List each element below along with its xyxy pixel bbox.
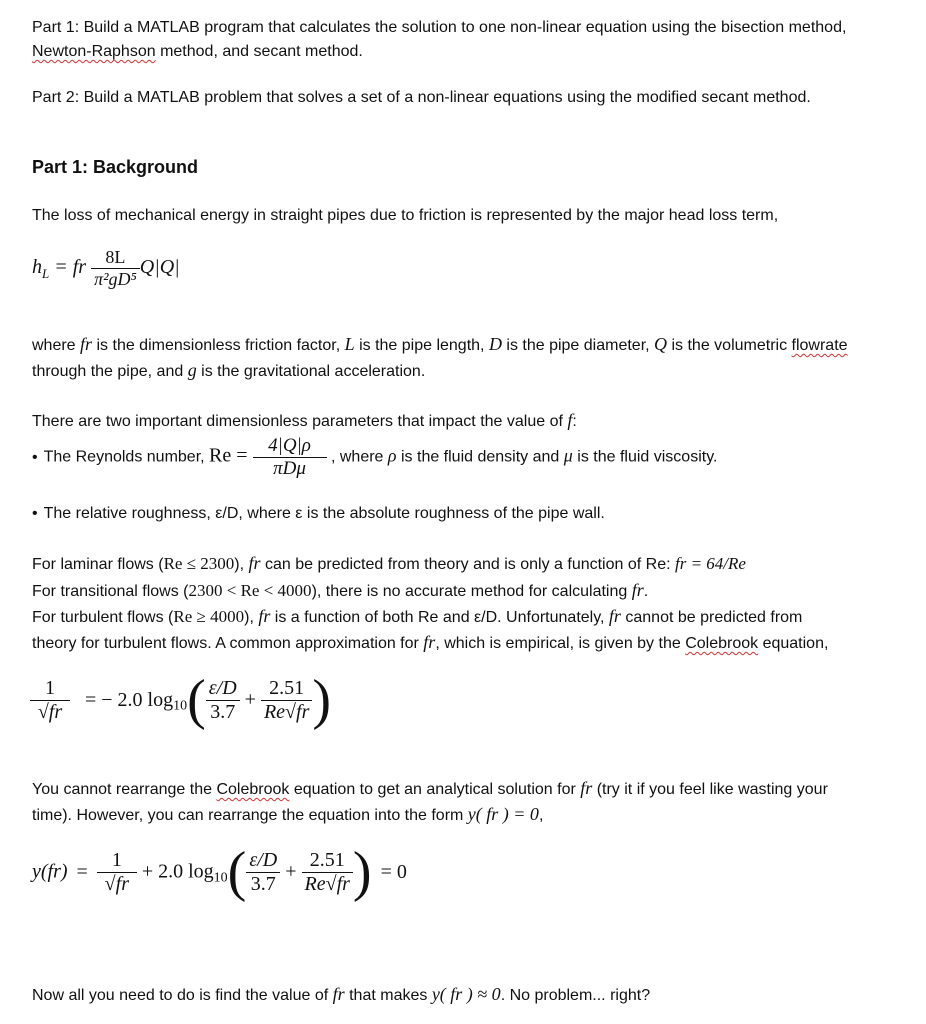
roughness-bullet: • The relative roughness, ε/D, where ε is the absolute roughness of the pipe wall. xyxy=(32,505,605,522)
variable-definitions-line2: through the pipe, and g is the gravitational acceleration. xyxy=(32,360,426,380)
section-heading: Part 1: Background xyxy=(32,157,199,177)
final-remark: Now all you need to do is find the value of fr that makes y( fr ) ≈ 0. No problem... right? xyxy=(32,984,651,1004)
variable-definitions: where fr is the dimensionless friction factor, L is the pipe length, D is the pipe diameter, Q is the volumetric flowrate xyxy=(32,334,848,354)
head-loss-equation: $h_L$ = fr $\frac{8L}{\text{π²gD⁵}}$ Q|Q| xyxy=(32,247,180,289)
laminar-flow-text: For laminar flows (Re ≤ 2300), fr can be predicted from theory and is only a function of Re: fr = 64/Re xyxy=(32,553,746,573)
part1-description: Part 1: Build a MATLAB program that calculates the solution to one non-linear equation using the bisection method, xyxy=(32,19,847,36)
spellcheck-word: Newton-Raphson xyxy=(32,43,156,60)
turbulent-flow-text: For turbulent flows (Re ≥ 4000), fr is a function of both Re and ε/D. Unfortunately, fr cannot be predicted from xyxy=(32,606,803,626)
spellcheck-word: flowrate xyxy=(791,337,848,354)
rearrange-text: You cannot rearrange the Colebrook equation to get an analytical solution for fr (try it if you feel like wasting your xyxy=(32,778,828,798)
spellcheck-word: Colebrook xyxy=(216,781,290,798)
head-loss-intro: The loss of mechanical energy in straight pipes due to friction is represented by the major head loss term, xyxy=(32,207,779,224)
colebrook-equation: $\frac{1}{√fr}$ = − 2.0 $\log_{10}$( $\frac{\varepsilon/D}{3.7}$ + $\frac{2.51}{Re√fr}$ ) xyxy=(30,672,331,728)
turbulent-flow-text-line2: theory for turbulent flows. A common approximation for fr, which is empirical, is given by the Colebrook equation, xyxy=(32,632,829,652)
reynolds-bullet: • The Reynolds number, Re = $\frac{4|Q|\rho}{\text{πDμ}}$ , where ρ is the fluid density and μ is the fluid viscosity. xyxy=(32,435,718,479)
part1-description-line2: Newton-Raphson method, and secant method. xyxy=(32,43,363,60)
dimensionless-params-intro: There are two important dimensionless parameters that impact the value of f: xyxy=(32,410,577,430)
rearrange-text-line2: time). However, you can rearrange the equation into the form y( fr ) = 0, xyxy=(32,804,544,824)
part2-description: Part 2: Build a MATLAB problem that solves a set of a non-linear equations using the modified secant method. xyxy=(32,89,811,106)
transitional-flow-text: For transitional flows (2300 < Re < 4000), there is no accurate method for calculating fr. xyxy=(32,580,649,600)
spellcheck-word: Colebrook xyxy=(685,635,759,652)
residual-equation: y(fr) = $\frac{1}{√fr}$ + 2.0 $\log_{10}$( $\frac{\varepsilon/D}{3.7}$ + $\frac{2.51}{Re√fr}$ ) = 0 xyxy=(32,841,407,903)
